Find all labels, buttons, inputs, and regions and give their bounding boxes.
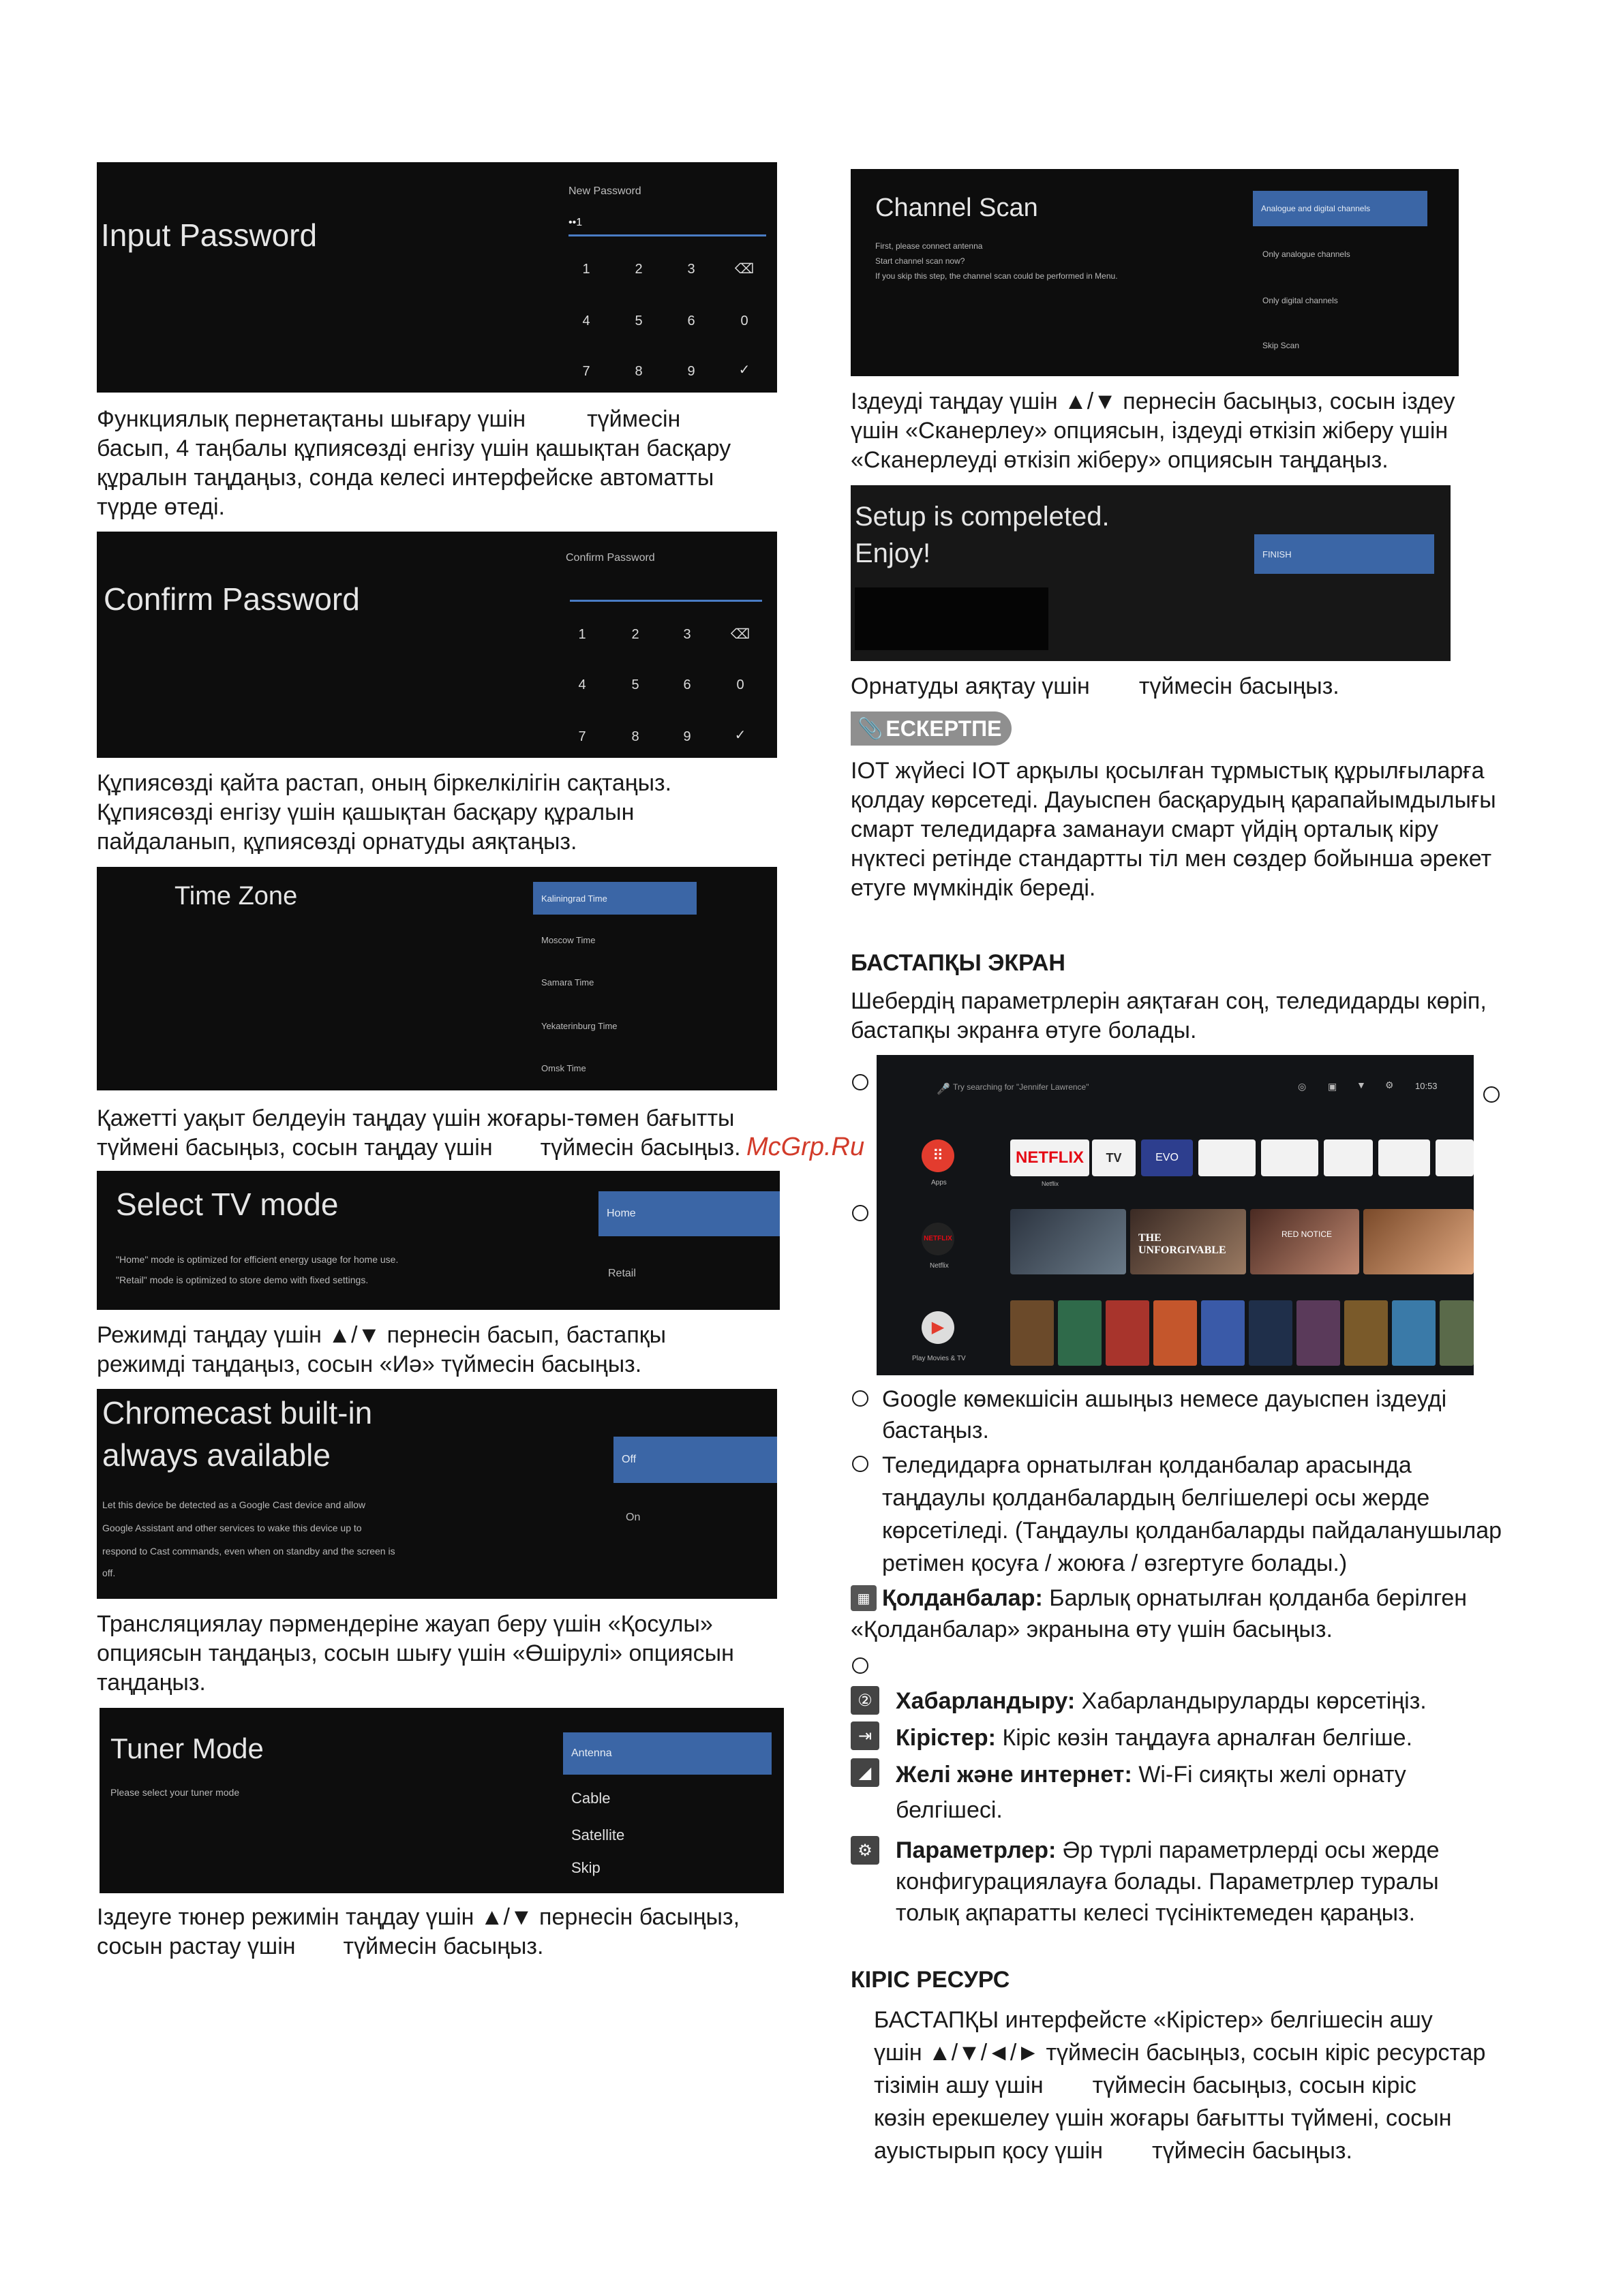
note-badge [851,711,1012,746]
password-underline [568,234,766,236]
input-source-heading: КІРІС РЕСУРС [851,1967,1010,1993]
new-password-label: New Password [568,185,641,197]
movie-poster-6[interactable] [1249,1300,1292,1366]
tz-option-omsk[interactable]: Omsk Time [541,1063,586,1073]
apps-grid-icon: ▦ [851,1585,877,1611]
backspace-icon[interactable]: ⌫ [730,627,750,642]
wifi-icon[interactable]: ▼ [1356,1080,1366,1090]
clock: 10:53 [1415,1081,1438,1091]
home-screen-intro: Шебердің параметрлерін аяқтаған соң, теледидарды көріп, бастапқы экранға өтуге болады. [851,988,1487,1043]
home-screen-screenshot [877,1055,1474,1375]
movie-poster-9[interactable] [1392,1300,1436,1366]
evo-tile[interactable]: EVO [1141,1139,1193,1176]
chromecast-description: Трансляциялау пәрмендеріне жауап беру үшін «Қосулы» опциясын таңдаңыз, сосын шығу үшін «Өшірулі» опциясын таңдаңыз. [97,1611,734,1696]
tuner-description: Іздеуге тюнер режимін таңдау үшін ▲/▼ пернесін басыңыз, сосын растау үшін түймесін басыңыз. [97,1904,740,1959]
movie-poster-8[interactable] [1344,1300,1388,1366]
tv-mode-line2: "Retail" mode is optimized to store demo with fixed settings. [116,1274,369,1285]
extra-app-tile[interactable] [1436,1139,1474,1176]
poster-red-notice[interactable] [1250,1209,1359,1274]
key-5[interactable]: 5 [635,313,643,328]
key-2[interactable]: 2 [631,627,639,642]
note-text: IOT жүйесі IOT арқылы қосылған тұрмыстық құрылғыларға қолдау көрсетеді. Дауыспен басқарудың қарапайымдылығы смарт теледидарға заманауи смарт үйдің орталық кіру нүктесі ретінде стандартты тіл мен сөздер бойынша әрекет етуге мүмкіндік береді. [851,758,1496,901]
tuner-mode-screen [100,1708,784,1893]
channel-scan-text-1: First, please connect antenna [875,241,983,251]
chromecast-title-line1: Chromecast built-in [102,1395,373,1430]
youtube-tile[interactable] [1324,1139,1373,1176]
key-9[interactable]: 9 [683,729,691,744]
new-password-value[interactable]: ••1 [568,217,583,228]
confirm-password-label: Confirm Password [566,552,655,564]
setup-complete-line2: Enjoy! [855,538,931,568]
bullet-apps: Қолданбалар: Барлық орнатылған қолданба берілген [882,1585,1468,1611]
bullet-inputs: Кірістер: Кіріс көзін таңдауға арналған белгіше. [896,1725,1413,1751]
tz-option-moscow[interactable]: Moscow Time [541,935,596,945]
chromecast-screen [97,1389,777,1599]
marker-circle-top-right [1483,1086,1500,1103]
key-5[interactable]: 5 [631,677,639,692]
confirm-password-description: Құпиясөзді қайта растап, оның біркелкілігін сақтаңыз. Құпиясөзді енгізу үшін қашықтан басқару құралын пайдаланып, құпиясөзді орнатуды аяқтаңыз. [97,770,672,855]
input-source-icon: ⇥ [851,1721,879,1750]
bullet-favorites: Теледидарға орнатылған қолданбалар арасында таңдаулы қолданбалардың белгішелері осы жерде көрсетіледі. (Таңдаулы қолданбаларды пайдаланушылар ретімен қосуға / жоюға / өзгертуге болады.) [882,1452,1502,1576]
movie-poster-7[interactable] [1296,1300,1340,1366]
poster-red-notice-title: RED NOTICE [1281,1229,1333,1239]
key-3[interactable]: 3 [687,262,695,277]
key-7[interactable]: 7 [578,729,586,744]
chromecast-on-option[interactable]: On [626,1512,641,1523]
movie-poster-5[interactable] [1201,1300,1245,1366]
movie-poster-3[interactable] [1106,1300,1149,1366]
bullet-circle-favorites [852,1456,868,1472]
tuner-satellite-option[interactable]: Satellite [571,1826,625,1843]
gear-icon[interactable]: ⚙ [1385,1080,1394,1090]
setup-complete-line1: Setup is compeleted. [855,502,1110,532]
apps-icon[interactable]: ⠿ [922,1139,954,1172]
marker-circle-favorites [852,1205,868,1221]
note-badge-label: ЕСКЕРТПЕ [885,716,1002,741]
tz-option-kaliningrad[interactable]: Kaliningrad Time [533,882,697,915]
tuner-skip-option[interactable]: Skip [571,1859,601,1876]
movie-poster-4[interactable] [1153,1300,1197,1366]
play-movies-icon[interactable]: ▶ [922,1311,954,1344]
play-movies-label: Play Movies & TV [912,1355,966,1362]
scan-skip-option[interactable]: Skip Scan [1262,341,1300,350]
tv-mode-title: Select TV mode [116,1187,339,1222]
tv-mode-line1: "Home" mode is optimized for efficient energy usage for home use. [116,1254,399,1265]
chromecast-text-2: Google Assistant and other services to wake this device up to [102,1522,362,1533]
check-icon[interactable]: ✓ [738,363,750,378]
search-hint[interactable]: Try searching for "Jennifer Lawrence" [953,1082,1089,1092]
key-8[interactable]: 8 [635,364,643,379]
channel-scan-title: Channel Scan [875,194,1038,222]
tuner-antenna-option[interactable]: Antenna [563,1732,772,1775]
key-4[interactable]: 4 [582,313,590,328]
confirm-password-underline [570,600,762,602]
time-zone-screen [97,867,777,1090]
watermark: McGrp.Ru [746,1133,865,1161]
bullet-apps-line2: «Қолданбалар» экранына өту үшін басыңыз. [851,1617,1333,1642]
confirm-password-screen [97,532,777,758]
channel-scan-text-3: If you skip this step, the channel scan could be performed in Menu. [875,271,1118,281]
netflix-tile-caption: Netflix [1042,1180,1059,1187]
google-play-tile[interactable] [1198,1139,1256,1176]
key-0[interactable]: 0 [740,313,748,328]
input-password-title: Input Password [101,217,318,253]
poster-unforgivable-title: THE UNFORGIVABLE [1138,1232,1226,1256]
chromecast-off-option[interactable]: Off [613,1437,777,1483]
google-play-movies-tile[interactable] [1378,1139,1430,1176]
key-6[interactable]: 6 [683,677,691,692]
key-2[interactable]: 2 [635,262,643,277]
input-source-text: БАСТАПҚЫ интерфейсте «Кірістер» белгішесін ашу үшін ▲/▼/◄/► түймесін басыңыз, сосын кіріс ресурстар тізімін ашу үшін түймесін басыңыз, сосын кіріс көзін ерекшелеу үшін жоғары бағытты түймені, сосын ауыстырып қосу үшін түймесін басыңыз. [874,2007,1486,2164]
chromecast-title-line2: always available [102,1437,331,1473]
channel-scan-screen [851,169,1459,376]
key-0[interactable]: 0 [736,677,744,692]
key-7[interactable]: 7 [582,364,590,379]
setup-complete-description: Орнатуды аяқтау үшін түймесін басыңыз. [851,673,1339,699]
marker-circle-google [852,1074,868,1090]
poster-extra[interactable] [1363,1209,1474,1274]
key-9[interactable]: 9 [687,364,695,379]
key-1[interactable]: 1 [582,262,590,277]
time-zone-description: Қажетті уақыт белдеуін таңдау үшін жоғары-төмен бағытты түймені басыңыз, сосын таңдау үшін түймесін басыңыз. [97,1105,741,1161]
settings-icon: ⚙ [851,1836,879,1865]
notification-badge-icon: ② [851,1686,879,1715]
home-screen-heading: БАСТАПҚЫ ЭКРАН [851,950,1065,976]
confirm-password-title: Confirm Password [104,581,360,617]
setup-complete-screen [851,485,1451,661]
movie-poster-1[interactable] [1010,1300,1054,1366]
tv-mode-screen [97,1171,780,1310]
netflix-app-icon[interactable]: NETFLIX [922,1223,954,1255]
scan-analogue-only-option[interactable]: Only analogue channels [1262,249,1350,259]
tv-tile[interactable]: TV [1092,1139,1136,1176]
key-4[interactable]: 4 [578,677,586,692]
scan-analogue-digital-option[interactable]: Analogue and digital channels [1253,191,1427,226]
time-zone-title: Time Zone [175,882,298,910]
tuner-mode-subtitle: Please select your tuner mode [110,1787,240,1798]
paperclip-icon: 📎 [858,717,883,740]
key-3[interactable]: 3 [683,627,691,642]
key-6[interactable]: 6 [687,313,695,328]
key-8[interactable]: 8 [631,729,639,744]
movie-poster-2[interactable] [1058,1300,1102,1366]
mic-icon[interactable]: 🎤 [937,1084,950,1095]
tv-mode-description: Режимді таңдау үшін ▲/▼ пернесін басып, бастапқы режимді таңдаңыз, сосын «Иә» түймесін басыңыз. [97,1322,667,1377]
netflix-app-label: Netflix [930,1262,949,1270]
tz-option-yekaterinburg[interactable]: Yekaterinburg Time [541,1021,618,1031]
chromecast-text-1: Let this device be detected as a Google Cast device and allow [102,1499,366,1510]
bullet-circle-google [852,1390,868,1407]
google-play-games-tile[interactable] [1261,1139,1318,1176]
input-password-screen [97,162,777,393]
tuner-cable-option[interactable]: Cable [571,1790,611,1807]
netflix-tile[interactable]: NETFLIX [1010,1139,1089,1176]
poster-unforgivable[interactable] [1130,1209,1246,1274]
bullet-settings: Параметрлер: Әр түрлі параметрлерді осы жерде конфигурациялауға болады. Параметрлер туралы толық ақпаратты келесі түсініктемеден қараңыз. [896,1837,1440,1926]
notification-icon[interactable]: ◎ [1298,1081,1307,1092]
channel-scan-description: Іздеуді таңдау үшін ▲/▼ пернесін басыңыз, сосын іздеу үшін «Сканерлеу» опциясын, іздеуді өткізіп жіберу үшін «Сканерлеуді өткізіп жіберу» опциясын таңдаңыз. [851,388,1455,473]
channel-scan-text-2: Start channel scan now? [875,256,965,266]
bullet-network: Желі және интернет: Wi-Fi сияқты желі орнату белгішесі. [896,1762,1406,1823]
inputs-icon[interactable]: ▣ [1328,1081,1337,1092]
chromecast-text-4: off. [102,1567,116,1578]
tuner-mode-title: Tuner Mode [110,1732,264,1764]
setup-dark-panel [855,587,1048,650]
bullet-notifications: Хабарландыру: Хабарландыруларды көрсетіңіз. [896,1688,1427,1714]
backspace-icon[interactable]: ⌫ [734,262,755,277]
key-1[interactable]: 1 [578,627,586,642]
tv-mode-home-option[interactable]: Home [598,1191,780,1236]
scan-digital-only-option[interactable]: Only digital channels [1262,296,1338,305]
input-password-description: Функциялық пернетақтаны шығару үшін түймесін басып, 4 таңбалы құпиясөзді енгізу үшін қашықтан басқару құралын таңдаңыз, сонда келесі интерфейске автоматты түрде өтеді. [97,406,731,520]
tz-option-samara[interactable]: Samara Time [541,977,594,988]
chromecast-text-3: respond to Cast commands, even when on standby and the screen is [102,1546,395,1557]
bullet-circle-extra [852,1657,868,1674]
network-icon: ◢ [851,1758,879,1787]
bullet-google: Google көмекшісін ашыңыз немесе дауыспен іздеуді бастаңыз. [882,1386,1447,1443]
check-icon[interactable]: ✓ [734,728,746,743]
movie-poster-10[interactable] [1440,1300,1474,1366]
tv-mode-retail-option[interactable]: Retail [608,1268,636,1279]
apps-label: Apps [931,1179,947,1187]
finish-button[interactable]: FINISH [1254,534,1434,574]
poster-witcher[interactable] [1010,1209,1126,1274]
